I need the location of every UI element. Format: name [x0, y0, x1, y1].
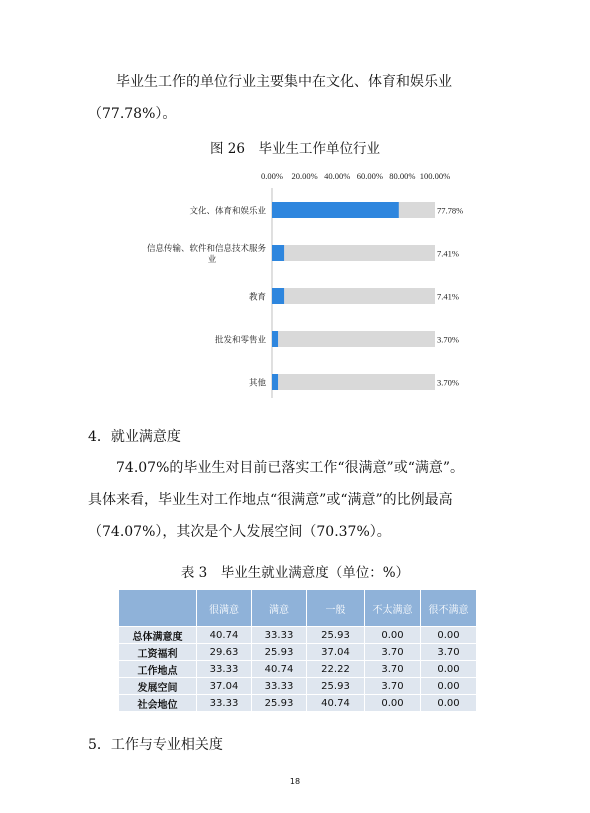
row-label: 发展空间 — [119, 678, 197, 695]
para2-line-2: 具体来看，毕业生对工作地点“很满意”或“满意”的比例最高 — [88, 492, 453, 508]
table-header-satisfied: 满意 — [252, 590, 307, 627]
table-cell: 37.04 — [197, 678, 252, 695]
data-label: 3.70% — [437, 377, 459, 388]
bar-value — [272, 202, 399, 218]
page-number: 18 — [289, 777, 301, 786]
table-cell: 25.93 — [307, 678, 365, 695]
industry-bar-chart — [100, 170, 500, 410]
table-cell: 25.93 — [307, 627, 365, 644]
satisfaction-table — [118, 589, 477, 712]
table-cell: 0.00 — [365, 695, 421, 712]
data-label: 3.70% — [437, 334, 459, 345]
table-cell: 40.74 — [307, 695, 365, 712]
table-cell: 40.74 — [252, 661, 307, 678]
table-cell: 25.93 — [252, 695, 307, 712]
table-cell: 33.33 — [197, 661, 252, 678]
category-label: 其他 — [248, 378, 266, 389]
x-tick-label: 0.00% — [261, 171, 283, 181]
table-cell: 25.93 — [252, 644, 307, 661]
table-cell: 3.70 — [365, 661, 421, 678]
bar-remainder — [272, 288, 435, 304]
table-cell: 0.00 — [421, 695, 477, 712]
table-cell: 3.70 — [365, 644, 421, 661]
table-cell: 3.70 — [421, 644, 477, 661]
bar-remainder — [272, 374, 435, 390]
x-tick-label: 20.00% — [291, 171, 318, 181]
para2-line-1: 74.07%的毕业生对目前已落实工作“很满意”或“满意”。 — [116, 460, 465, 476]
table-header-corner — [119, 590, 197, 627]
table-cell: 0.00 — [421, 661, 477, 678]
table-header-very-satisfied: 很满意 — [197, 590, 252, 627]
para2-line-3: （74.07%），其次是个人发展空间（70.37%）。 — [88, 524, 391, 540]
table-cell: 3.70 — [365, 678, 421, 695]
table-cell: 33.33 — [252, 627, 307, 644]
intro-line-1: 毕业生工作的单位行业主要集中在文化、体育和娱乐业 — [116, 74, 452, 90]
table-row — [119, 627, 477, 644]
x-tick-label: 40.00% — [324, 171, 351, 181]
x-tick-label: 100.00% — [419, 171, 451, 181]
category-label: 文化、体育和娱乐业 — [189, 206, 266, 217]
table-row — [119, 678, 477, 695]
section-5-heading: 5．工作与专业相关度 — [88, 737, 223, 753]
table-cell: 0.00 — [365, 627, 421, 644]
bar-value — [272, 331, 278, 347]
x-tick-label: 80.00% — [389, 171, 416, 181]
row-label: 工作地点 — [119, 661, 197, 678]
data-label: 7.41% — [437, 248, 459, 259]
section-4-heading: 4．就业满意度 — [88, 429, 181, 445]
category-label: 教育 — [248, 292, 266, 303]
table-header-dissatisfied: 不太满意 — [365, 590, 421, 627]
x-tick-label: 60.00% — [356, 171, 383, 181]
bar-value — [272, 374, 278, 390]
data-label: 77.78% — [437, 205, 464, 216]
bar-remainder — [272, 245, 435, 261]
table-cell: 29.63 — [197, 644, 252, 661]
figure-caption: 图 26 毕业生工作单位行业 — [210, 141, 380, 157]
table-cell: 0.00 — [421, 627, 477, 644]
intro-paragraph — [88, 66, 512, 130]
bar-value — [272, 288, 284, 304]
row-label: 总体满意度 — [119, 627, 197, 644]
category-label: 信息传输、软件和信息技术服务业 — [146, 244, 266, 265]
table-cell: 40.74 — [197, 627, 252, 644]
data-label: 7.41% — [437, 291, 459, 302]
row-label: 工资福利 — [119, 644, 197, 661]
table-cell: 37.04 — [307, 644, 365, 661]
category-label: 批发和零售业 — [214, 335, 266, 346]
table-row — [119, 661, 477, 678]
table-header-very-dissatisfied: 很不满意 — [421, 590, 477, 627]
table-row — [119, 695, 477, 712]
table-header-row — [119, 590, 477, 627]
table-cell: 33.33 — [252, 678, 307, 695]
table-row — [119, 644, 477, 661]
satisfaction-paragraph — [88, 452, 512, 548]
table-cell: 0.00 — [421, 678, 477, 695]
table-header-neutral: 一般 — [307, 590, 365, 627]
intro-line-2: （77.78%）。 — [88, 106, 177, 122]
table-cell: 33.33 — [197, 695, 252, 712]
row-label: 社会地位 — [119, 695, 197, 712]
bar-remainder — [272, 331, 435, 347]
bar-value — [272, 245, 284, 261]
table-caption: 表 3 毕业生就业满意度（单位：%） — [180, 565, 410, 581]
table-cell: 22.22 — [307, 661, 365, 678]
